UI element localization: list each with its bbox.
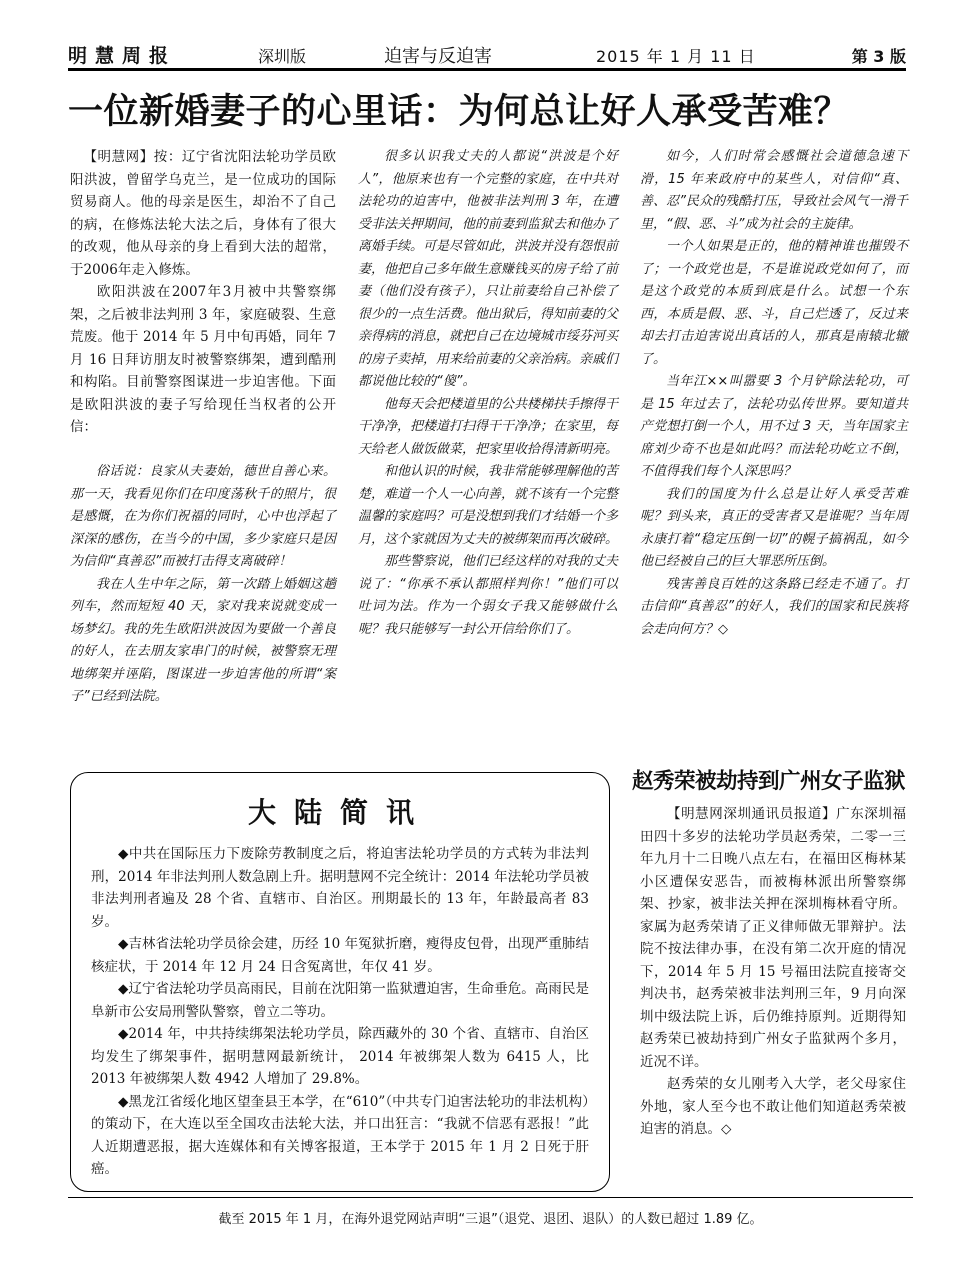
page-number: 第 3 版 [851, 47, 906, 66]
letter-paragraph: 我在人生中年之际，第一次踏上婚姻这趟列车，然而短短 40 天，家对我来说就变成一场梦幻。我的先生欧阳洪波因为要做一个善良的好人，在去朋友家串门的时候，被警察无理地绑架并诬陷，图谋进一步迫害他的所谓“案子”已经到法院。 [70, 576, 336, 704]
letter-paragraph: 我们的国度为什么总是让好人承受苦难呢？到头来，真正的受害者又是谁呢？当年周永康打着“稳定压倒一切”的幌子搞祸乱，如今他已经被自己的巨大罪恶所压倒。 [640, 486, 908, 569]
side-article-title: 赵秀荣被劫持到广州女子监狱 [632, 769, 906, 794]
article-paragraph: 赵秀荣的女儿刚考入大学，老父母家住外地，家人至今也不敢让他们知道赵秀荣被迫害的消息。◇ [640, 1076, 906, 1137]
letter-paragraph: 一个人如果是正的，他的精神谁也摧毁不了；一个政党也是，不是谁说政党如何了，而是这个政党的本质到底是什么。试想一个东西，本质是假、恶、斗，自己烂透了，反过来却去打击迫害说出真话的人，那真是南辕北辙了。 [640, 239, 908, 367]
newspaper-name: 明慧周报 [68, 45, 177, 67]
news-brief-title: 大陆简讯 [247, 796, 432, 829]
letter-paragraph: 那些警察说，他们已经这样的对我的丈夫说了：“你承不承认都照样判你！”他们可以吐词为法。作为一个弱女子我又能够做什么呢？我只能够写一封公开信给你们了。 [358, 554, 619, 637]
masthead [68, 40, 906, 71]
article-paragraph: 【明慧网深圳通讯员报道】广东深圳福田四十多岁的法轮功学员赵秀荣，二零一三年九月十二日晚八点左右，在福田区梅林某小区遭保安恶告，而被梅林派出所警察绑架、抄家，被非法关押在深圳梅林看守所。家属为赵秀荣请了正义律师做无罪辩护。法院不按法律办事，在没有第二次开庭的情况下，2014 年 5 月 15 号福田法院直接寄交判决书，赵秀荣被非法判刑三年，9 月向深圳中级法院上诉，后仍维持原判。近期得知赵秀荣已被劫持到广州女子监狱两个多月，近况不详。 [640, 806, 906, 1070]
letter-paragraph: 他每天会把楼道里的公共楼梯扶手擦得干干净净，把楼道打扫得干干净净；在家里，每天给老人做饭做菜，把家里收拾得清新明亮。 [358, 396, 619, 457]
issue-date: 2015 年 1 月 11 日 [596, 47, 756, 66]
letter-paragraph: 很多认识我丈夫的人都说“洪波是个好人”，他原来也有一个完整的家庭，在中共对法轮功的迫害中，他被非法判刑 3 年，在遭受非法关押期间，他的前妻到监狱去和他办了离婚手续。可是尽管如此，洪波并没有怨恨前妻，他把自己多年做生意赚钱买的房子给了前妻（他们没有孩子），只让前妻给自己补偿了很少的一点生活费。他出狱后，得知前妻的父亲得病的消息，就把自己在边境城市绥芬河买的房子卖掉，用来给前妻的父亲治病。亲戚们都说他比较的“傻”。 [358, 149, 619, 389]
letter-column-1 [70, 461, 336, 709]
letter-paragraph: 当年江××叫嚣要 3 个月铲除法轮功，可是 15 年过去了，法轮功弘传世界。要知道共产党想打倒一个人，用不过 3 天，当年国家主席刘少奇不也是如此吗？而法轮功屹立不倒，不值得我们每个人深思吗？ [640, 374, 908, 479]
article-paragraph: 欧阳洪波在2007年3月被中共警察绑架，之后被非法判刑 3 年，家庭破裂、生意荒废。他于 2014 年 5 月中旬再婚，同年 7 月 16 日拜访朋友时被警察绑架，遭到酷刑和构陷。目前警察图谋进一步迫害他。下面是欧阳洪波的妻子写给现任当权者的公开信： [70, 284, 336, 435]
article-column-3 [640, 146, 908, 641]
side-article-body [640, 803, 906, 1141]
letter-paragraph: 残害善良百姓的这条路已经走不通了。打击信仰“真善忍”的好人，我们的国家和民族将会走向何方？◇ [640, 576, 908, 637]
news-item: ◆黑龙江省绥化地区望奎县王本学，在“610”（中共专门迫害法轮功的非法机构）的策动下，在大连以至全国攻击法轮大法，并口出狂言：“我就不信恶有恶报！”此人近期遭恶报，据大连媒体和有关博客报道，王本学于 2015 年 1 月 2 日死于肝癌。 [91, 1093, 589, 1177]
article-column-2 [358, 146, 618, 641]
letter-paragraph: 俗话说：良家从夫妻始，德世自善心来。那一天，我看见你们在印度荡秋千的照片，很是感慨，在为你们祝福的同时，心中也浮起了深深的感伤，在当今的中国，多少家庭只是因为信仰“真善忍”而被打击得支离破碎！ [70, 464, 336, 569]
news-item: ◆2014 年，中共持续绑架法轮功学员，除西藏外的 30 个省、直辖市、自治区均发生了绑架事件，据明慧网最新统计， 2014 年被绑架人数为 6415 人，比 2013 年被绑架人数 4942 人增加了 29.8%。 [91, 1026, 589, 1087]
news-brief-box [70, 772, 610, 1192]
edition-label: 深圳版 [258, 47, 307, 66]
section-label: 迫害与反迫害 [384, 46, 492, 67]
letter-paragraph: 和他认识的时候，我非常能够理解他的苦楚，难道一个人一心向善，就不该有一个完整温馨的家庭吗？可是没想到我们才结婚一个多月，这个家就因为丈夫的被绑架而再次破碎。 [358, 464, 619, 547]
letter-paragraph: 如今，人们时常会感慨社会道德急速下滑，15 年来政府中的某些人，对信仰“真、善、忍”民众的残酷打压，导致社会风气一滑千里，“假、恶、斗”成为社会的主旋律。 [640, 149, 908, 232]
footer-divider [68, 1197, 913, 1198]
news-item: ◆辽宁省法轮功学员高雨民，目前在沈阳第一监狱遭迫害，生命垂危。高雨民是阜新市公安局刑警队警察，曾立二等功。 [91, 981, 589, 1020]
article-column-1 [70, 146, 336, 439]
news-item: ◆吉林省法轮功学员徐会建，历经 10 年冤狱折磨，瘦得皮包骨，出现严重肺结核症状，于 2014 年 12 月 24 日含冤离世，年仅 41 岁。 [91, 936, 589, 975]
news-item: ◆中共在国际压力下废除劳教制度之后，将迫害法轮功学员的方式转为非法判刑，2014 年非法判刑人数急剧上升。据明慧网不完全统计：2014 年法轮功学员被非法判刑者遍及 28 个省、直辖市、自治区。刑期最长的 13 年，年龄最高者 83 岁。 [91, 846, 589, 930]
main-headline: 一位新婚妻子的心里话：为何总让好人承受苦难？ [68, 91, 850, 132]
editor-note: 【明慧网】按：辽宁省沈阳法轮功学员欧阳洪波，曾留学乌克兰，是一位成功的国际贸易商人。他的母亲是医生，却治不了自己的病，在修炼法轮大法之后，身体有了很大的改观，他从母亲的身上看到大法的超常，于2006年走入修炼。 [70, 149, 336, 278]
footer-notice: 截至 2015 年 1 月，在海外退党网站声明“三退”（退党、退团、退队）的人数已超过 1.89 亿。 [218, 1212, 763, 1227]
